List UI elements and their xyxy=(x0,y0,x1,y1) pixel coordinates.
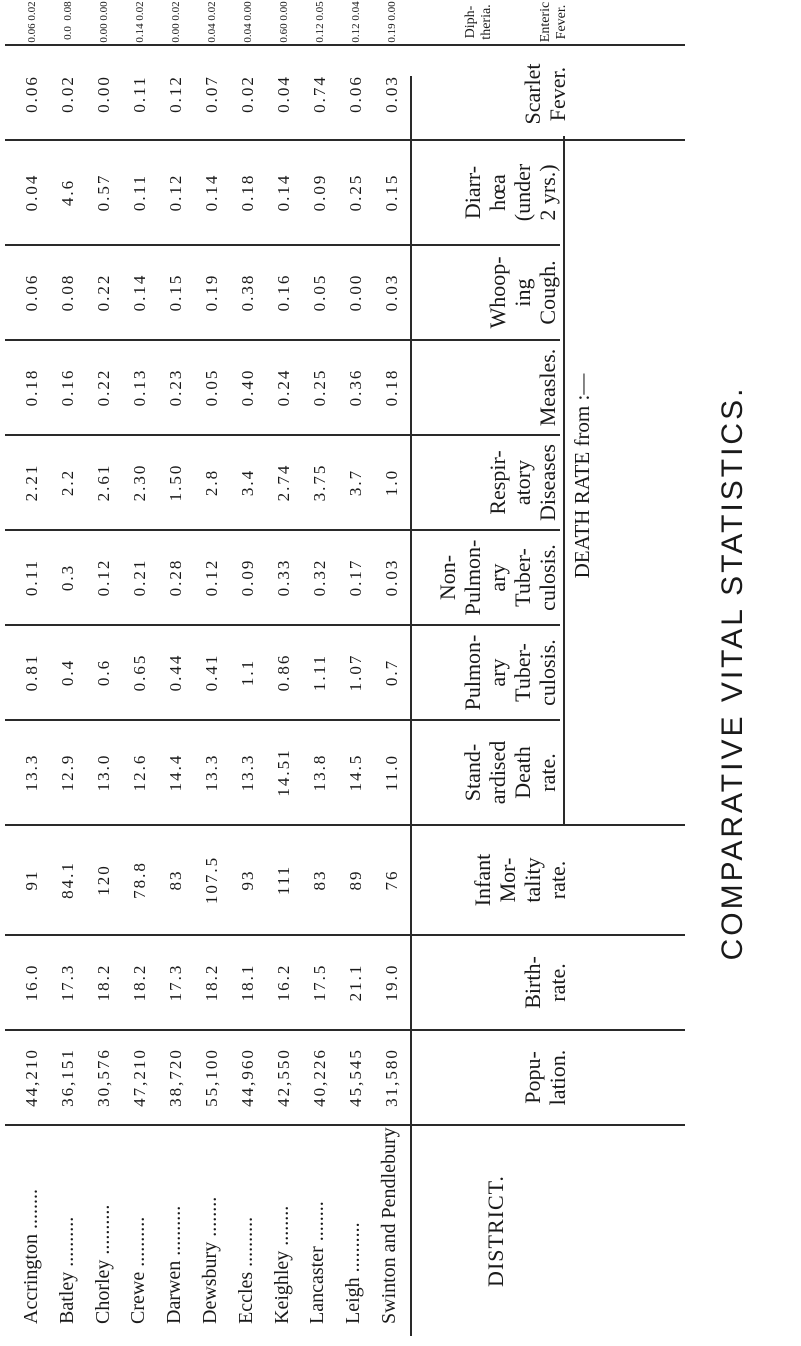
whooping-cough-cell: 0.38 xyxy=(238,273,257,312)
whooping-cough-cell: 0.15 xyxy=(166,273,185,312)
diphtheria-cell: 0.60 xyxy=(278,23,290,43)
standardised-death-rate-cell: 11.0 xyxy=(382,753,401,792)
enteric-fever-cell: 0.00 xyxy=(278,1,290,21)
page-title: COMPARATIVE VITAL STATISTICS. xyxy=(716,385,749,961)
scarlet-fever-cell: 0.11 xyxy=(130,75,149,113)
respiratory-cell: 3.7 xyxy=(346,468,365,497)
whooping-cough-cell: 0.05 xyxy=(310,273,329,312)
population-cell: 42,550 xyxy=(274,1048,293,1107)
population-cell: 45,545 xyxy=(346,1048,365,1107)
birth-rate-cell: 16.2 xyxy=(274,963,293,1002)
whooping-cough-cell: 0.16 xyxy=(274,273,293,312)
respiratory-cell: 2.74 xyxy=(274,463,293,502)
scarlet-fever-cell: 0.03 xyxy=(382,75,401,113)
diphtheria-cell: 0.04 xyxy=(206,23,218,43)
pulmonary-tb-cell: 0.7 xyxy=(382,658,401,687)
enteric-fever-cell: 0.00 xyxy=(98,1,110,21)
district-name: Accrington ........ xyxy=(20,1189,42,1324)
measles-cell: 0.05 xyxy=(202,368,221,407)
infant-mortality-cell: 91 xyxy=(22,869,41,891)
respiratory-header: Respir- atory Diseases xyxy=(485,444,560,521)
respiratory-cell: 2.61 xyxy=(94,463,113,502)
birth-rate-header: Birth- rate. xyxy=(520,956,570,1009)
pulmonary-tb-cell: 1.1 xyxy=(238,658,257,687)
pulmonary-tb-cell: 0.6 xyxy=(94,658,113,687)
population-cell: 38,720 xyxy=(166,1048,185,1107)
diarrhoea-cell: 0.15 xyxy=(382,173,401,212)
diarrhoea-cell: 0.25 xyxy=(346,173,365,212)
measles-cell: 0.18 xyxy=(22,368,41,407)
population-column xyxy=(22,1031,402,1124)
enteric-fever-cell: 0.00 xyxy=(386,1,398,21)
scarlet-fever-cell: 0.07 xyxy=(202,75,221,113)
district-name: Keighley ........ xyxy=(270,1205,293,1324)
diphtheria-cell: 0.12 xyxy=(314,23,326,43)
infant-mortality-column xyxy=(22,826,402,934)
whooping-cough-cell: 0.03 xyxy=(382,273,401,312)
population-cell: 55,100 xyxy=(202,1048,221,1107)
scarlet-fever-cell: 0.02 xyxy=(58,75,77,113)
scarlet-fever-cell: 0.04 xyxy=(274,75,293,113)
non-pulmonary-tb-cell: 0.33 xyxy=(274,558,293,597)
infant-mortality-cell: 84.1 xyxy=(58,861,77,899)
respiratory-cell: 2.8 xyxy=(202,468,221,497)
measles-column xyxy=(22,341,402,434)
diphtheria-cell: 0.19 xyxy=(386,23,398,43)
column-rule xyxy=(5,1124,685,1126)
pulmonary-tb-cell: 0.44 xyxy=(166,653,185,692)
standardised-death-rate-cell: 13.3 xyxy=(22,753,41,792)
non-pulmonary-tb-cell: 0.03 xyxy=(382,558,401,597)
district-name: Crewe .......... xyxy=(127,1216,150,1324)
scarlet-fever-column xyxy=(22,49,402,139)
birth-rate-cell: 21.1 xyxy=(346,963,365,1002)
non-pulmonary-tb-cell: 0.09 xyxy=(238,558,257,597)
standardised-death-rate-header: Stand- ardised Death rate. xyxy=(460,740,560,805)
diarrhoea-column xyxy=(22,141,402,244)
birth-rate-cell: 18.1 xyxy=(238,963,257,1002)
birth-rate-cell: 18.2 xyxy=(94,963,113,1002)
birth-rate-cell: 17.5 xyxy=(310,963,329,1002)
non-pulmonary-tb-header: Non- Pulmon- ary Tuber- culosis. xyxy=(435,539,560,616)
birth-rate-cell: 19.0 xyxy=(382,963,401,1002)
diphtheria-cell: 0.00 xyxy=(98,23,110,43)
enteric-fever-cell: 0.05 xyxy=(314,1,326,21)
enteric-fever-column xyxy=(22,0,402,22)
banner-rule xyxy=(563,136,565,826)
respiratory-cell: 1.0 xyxy=(382,468,401,497)
respiratory-cell: 3.75 xyxy=(310,463,329,502)
population-cell: 30,576 xyxy=(94,1048,113,1107)
standardised-death-rate-cell: 13.0 xyxy=(94,753,113,792)
birth-rate-cell: 17.3 xyxy=(58,963,77,1002)
respiratory-cell: 1.50 xyxy=(166,463,185,502)
whooping-cough-column xyxy=(22,246,402,339)
birth-rate-column xyxy=(22,936,402,1029)
diarrhoea-header: Diarr- hœa (under 2 yrs.) xyxy=(460,163,560,222)
non-pulmonary-tb-cell: 0.28 xyxy=(166,558,185,597)
pulmonary-tb-cell: 1.11 xyxy=(310,653,329,692)
whooping-cough-cell: 0.14 xyxy=(130,273,149,312)
diphtheria-column xyxy=(22,22,402,44)
infant-mortality-header: Infant Mor- tality rate. xyxy=(470,853,570,907)
measles-cell: 0.36 xyxy=(346,368,365,407)
population-cell: 44,210 xyxy=(22,1048,41,1107)
whooping-cough-cell: 0.19 xyxy=(202,273,221,312)
enteric-fever-header: Enteric Fever. xyxy=(538,1,569,43)
respiratory-cell: 3.4 xyxy=(238,468,257,497)
diphtheria-cell: 0.00 xyxy=(170,23,182,43)
measles-cell: 0.24 xyxy=(274,368,293,407)
diphtheria-cell: 0.0 xyxy=(62,26,74,40)
standardised-death-rate-cell: 13.3 xyxy=(238,753,257,792)
district-name: Batley .......... xyxy=(55,1216,78,1324)
diarrhoea-cell: 0.09 xyxy=(310,173,329,212)
population-cell: 47,210 xyxy=(130,1048,149,1107)
scarlet-fever-cell: 0.02 xyxy=(238,75,257,113)
death-rate-banner: DEATH RATE from :— xyxy=(570,373,594,579)
standardised-death-rate-cell: 12.9 xyxy=(58,753,77,792)
diphtheria-cell: 0.06 xyxy=(26,23,38,43)
column-rule xyxy=(5,44,685,46)
standardised-death-rate-cell: 13.8 xyxy=(310,753,329,792)
whooping-cough-cell: 0.22 xyxy=(94,273,113,312)
diarrhoea-cell: 0.12 xyxy=(166,173,185,212)
pulmonary-tb-cell: 0.41 xyxy=(202,653,221,692)
infant-mortality-cell: 78.8 xyxy=(130,861,149,899)
non-pulmonary-tb-cell: 0.12 xyxy=(202,558,221,597)
measles-cell: 0.13 xyxy=(130,368,149,407)
diarrhoea-cell: 0.57 xyxy=(94,173,113,212)
measles-cell: 0.18 xyxy=(382,368,401,407)
diphtheria-cell: 0.12 xyxy=(350,23,362,43)
population-header: Popu- lation. xyxy=(520,1049,570,1106)
diarrhoea-cell: 0.18 xyxy=(238,173,257,212)
whooping-cough-cell: 0.06 xyxy=(22,273,41,312)
birth-rate-cell: 17.3 xyxy=(166,963,185,1002)
diphtheria-cell: 0.14 xyxy=(134,23,146,43)
respiratory-cell: 2.30 xyxy=(130,463,149,502)
scarlet-fever-cell: 0.74 xyxy=(310,75,329,113)
non-pulmonary-tb-cell: 0.17 xyxy=(346,558,365,597)
respiratory-cell: 2.21 xyxy=(22,463,41,502)
standardised-death-rate-cell: 14.51 xyxy=(274,748,293,797)
district-name: Chorley .......... xyxy=(91,1204,114,1324)
district-name: Leigh .......... xyxy=(342,1222,365,1324)
diphtheria-cell: 0.04 xyxy=(242,23,254,43)
respiratory-cell: 2.2 xyxy=(58,468,77,497)
district-header: DISTRICT. xyxy=(482,1175,508,1287)
diarrhoea-cell: 0.14 xyxy=(202,173,221,212)
pulmonary-tb-cell: 0.86 xyxy=(274,653,293,692)
measles-cell: 0.25 xyxy=(310,368,329,407)
measles-cell: 0.22 xyxy=(94,368,113,407)
infant-mortality-cell: 83 xyxy=(310,869,329,891)
district-name: Swinton and Pendlebury xyxy=(377,1127,400,1324)
birth-rate-cell: 16.0 xyxy=(22,963,41,1002)
whooping-cough-cell: 0.00 xyxy=(346,273,365,312)
measles-cell: 0.23 xyxy=(166,368,185,407)
diarrhoea-cell: 4.6 xyxy=(58,178,77,207)
infant-mortality-cell: 93 xyxy=(238,869,257,891)
standardised-death-rate-cell: 12.6 xyxy=(130,753,149,792)
measles-header: Measles. xyxy=(535,348,560,427)
enteric-fever-cell: 0.02 xyxy=(206,1,218,21)
birth-rate-cell: 18.2 xyxy=(202,963,221,1002)
population-cell: 36,151 xyxy=(58,1048,77,1107)
whooping-cough-cell: 0.08 xyxy=(58,273,77,312)
scarlet-fever-cell: 0.06 xyxy=(22,75,41,113)
diarrhoea-cell: 0.14 xyxy=(274,173,293,212)
non-pulmonary-tb-cell: 0.12 xyxy=(94,558,113,597)
header-rule xyxy=(410,76,412,1336)
enteric-fever-cell: 0.02 xyxy=(26,1,38,21)
district-name: Dewsbury ........ xyxy=(198,1196,221,1324)
district-column xyxy=(20,1129,400,1324)
standardised-death-rate-cell: 13.3 xyxy=(202,753,221,792)
district-name: Darwen .......... xyxy=(163,1205,186,1324)
infant-mortality-cell: 89 xyxy=(346,869,365,891)
infant-mortality-cell: 83 xyxy=(166,869,185,891)
enteric-fever-cell: 0.02 xyxy=(134,1,146,21)
measles-cell: 0.40 xyxy=(238,368,257,407)
measles-cell: 0.16 xyxy=(58,368,77,407)
enteric-fever-cell: 0.02 xyxy=(170,1,182,21)
enteric-fever-cell: 0.08 xyxy=(62,1,74,21)
diphtheria-header: Diph- theria. xyxy=(463,4,494,40)
population-cell: 44,960 xyxy=(238,1048,257,1107)
infant-mortality-cell: 120 xyxy=(94,864,113,896)
district-name: Lancaster ........ xyxy=(306,1201,329,1324)
scarlet-fever-header: Scarlet Fever. xyxy=(520,63,570,125)
scarlet-fever-cell: 0.06 xyxy=(346,75,365,113)
non-pulmonary-tb-cell: 0.3 xyxy=(58,563,77,592)
infant-mortality-cell: 111 xyxy=(274,864,293,896)
diarrhoea-cell: 0.11 xyxy=(130,173,149,212)
non-pulmonary-tb-cell: 0.11 xyxy=(22,558,41,597)
enteric-fever-cell: 0.04 xyxy=(350,1,362,21)
infant-mortality-cell: 76 xyxy=(382,869,401,891)
pulmonary-tb-header: Pulmon- ary Tuber- culosis. xyxy=(460,634,560,711)
pulmonary-tb-column xyxy=(22,626,402,719)
respiratory-column xyxy=(22,436,402,529)
non-pulmonary-tb-cell: 0.21 xyxy=(130,558,149,597)
enteric-fever-cell: 0.00 xyxy=(242,1,254,21)
pulmonary-tb-cell: 0.81 xyxy=(22,653,41,692)
standardised-death-rate-cell: 14.4 xyxy=(166,753,185,792)
scarlet-fever-cell: 0.00 xyxy=(94,75,113,113)
standardised-death-rate-column xyxy=(22,721,402,824)
scarlet-fever-cell: 0.12 xyxy=(166,75,185,113)
population-cell: 40,226 xyxy=(310,1048,329,1107)
whooping-cough-header: Whoop- ing Cough. xyxy=(485,256,560,329)
population-cell: 31,580 xyxy=(382,1048,401,1107)
diarrhoea-cell: 0.04 xyxy=(22,173,41,212)
non-pulmonary-tb-column xyxy=(22,531,402,624)
pulmonary-tb-cell: 0.65 xyxy=(130,653,149,692)
infant-mortality-cell: 107.5 xyxy=(202,855,221,905)
district-name: Eccles .......... xyxy=(234,1216,257,1324)
birth-rate-cell: 18.2 xyxy=(130,963,149,1002)
pulmonary-tb-cell: 0.4 xyxy=(58,658,77,687)
standardised-death-rate-cell: 14.5 xyxy=(346,753,365,792)
pulmonary-tb-cell: 1.07 xyxy=(346,653,365,692)
non-pulmonary-tb-cell: 0.32 xyxy=(310,558,329,597)
